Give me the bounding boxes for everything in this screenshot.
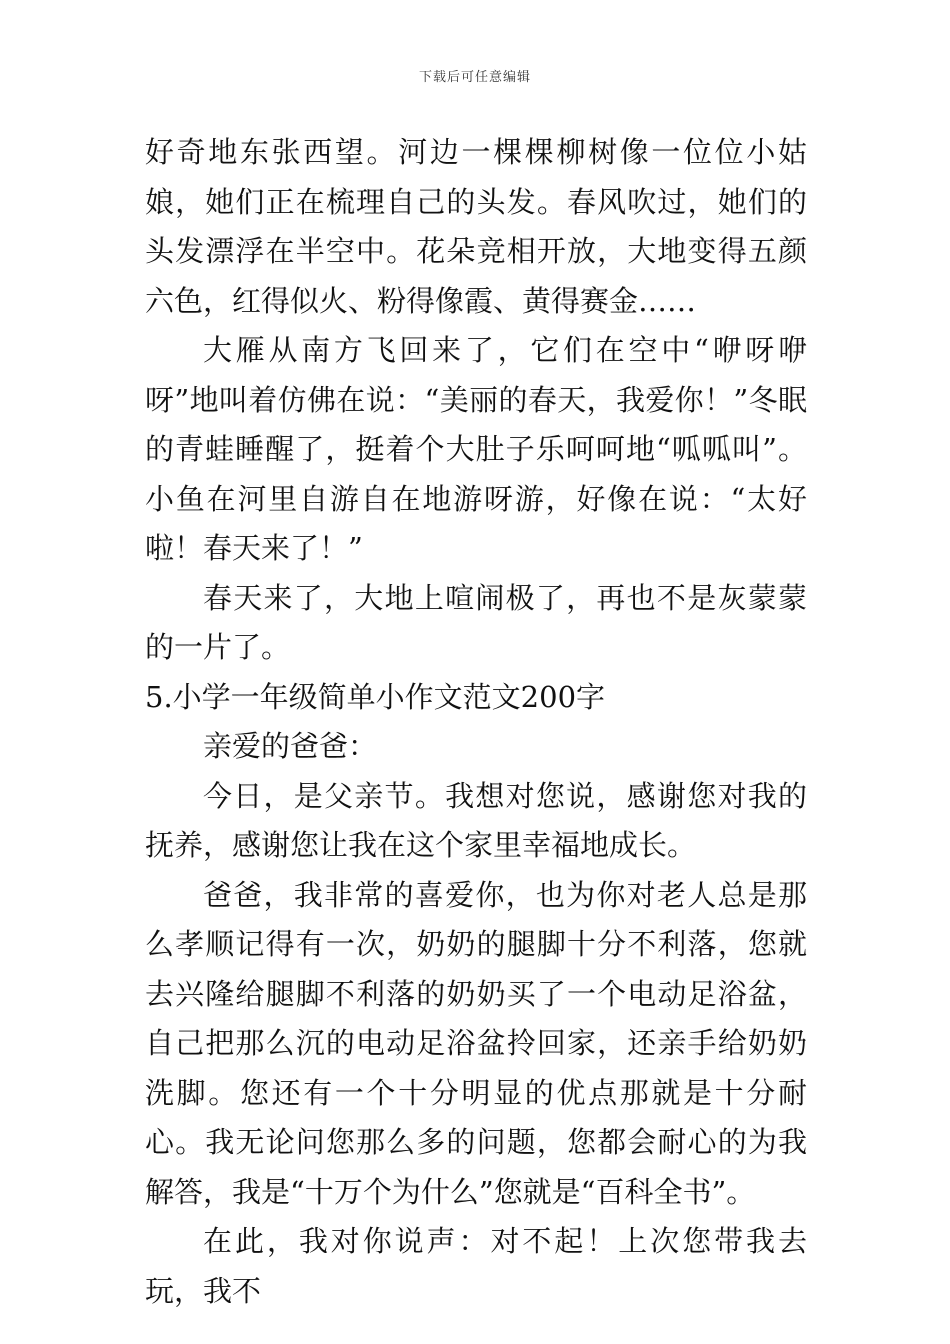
paragraph: 爸爸，我非常的喜爱你，也为你对老人总是那么孝顺记得有一次，奶奶的腿脚十分不利落，您就去兴隆给腿脚不利落的奶奶买了一个电动足浴盆，自己把那么沉的电动足浴盆拎回家，还亲手给奶奶洗脚。您还有一个十分明显的优点那就是十分耐心。我无论问您那么多的问题，您都会耐心的为我解答，我是“十万个为什么”您就是“百科全书”。 [145, 877, 807, 1209]
document-body [145, 128, 807, 1316]
section-heading: 5.小学一年级简单小作文范文200字 [145, 679, 606, 714]
paragraph: 在此，我对你说声：对不起！上次您带我去玩，我不 [145, 1224, 807, 1308]
page-header: 下载后可任意编辑 [418, 70, 531, 85]
paragraph-continuation: 好奇地东张西望。河边一棵棵柳树像一位位小姑娘，她们正在梳理自己的头发。春风吹过，她们的头发漂浮在半空中。花朵竞相开放，大地变得五颜六色，红得似火、粉得像霞、黄得赛金…… [145, 135, 807, 318]
paragraph: 今日，是父亲节。我想对您说，感谢您对我的抚养，感谢您让我在这个家里幸福地成长。 [145, 778, 807, 862]
paragraph: 大雁从南方飞回来了，它们在空中“咿呀咿呀”地叫着仿佛在说：“美丽的春天，我爱你！”冬眠的青蛙睡醒了，挺着个大肚子乐呵呵地“呱呱叫”。小鱼在河里自游自在地游呀游，好像在说：“太好啦！春天来了！” [145, 333, 807, 565]
letter-salutation: 亲爱的爸爸： [203, 729, 378, 763]
paragraph: 春天来了，大地上喧闹极了，再也不是灰蒙蒙的一片了。 [145, 580, 807, 664]
